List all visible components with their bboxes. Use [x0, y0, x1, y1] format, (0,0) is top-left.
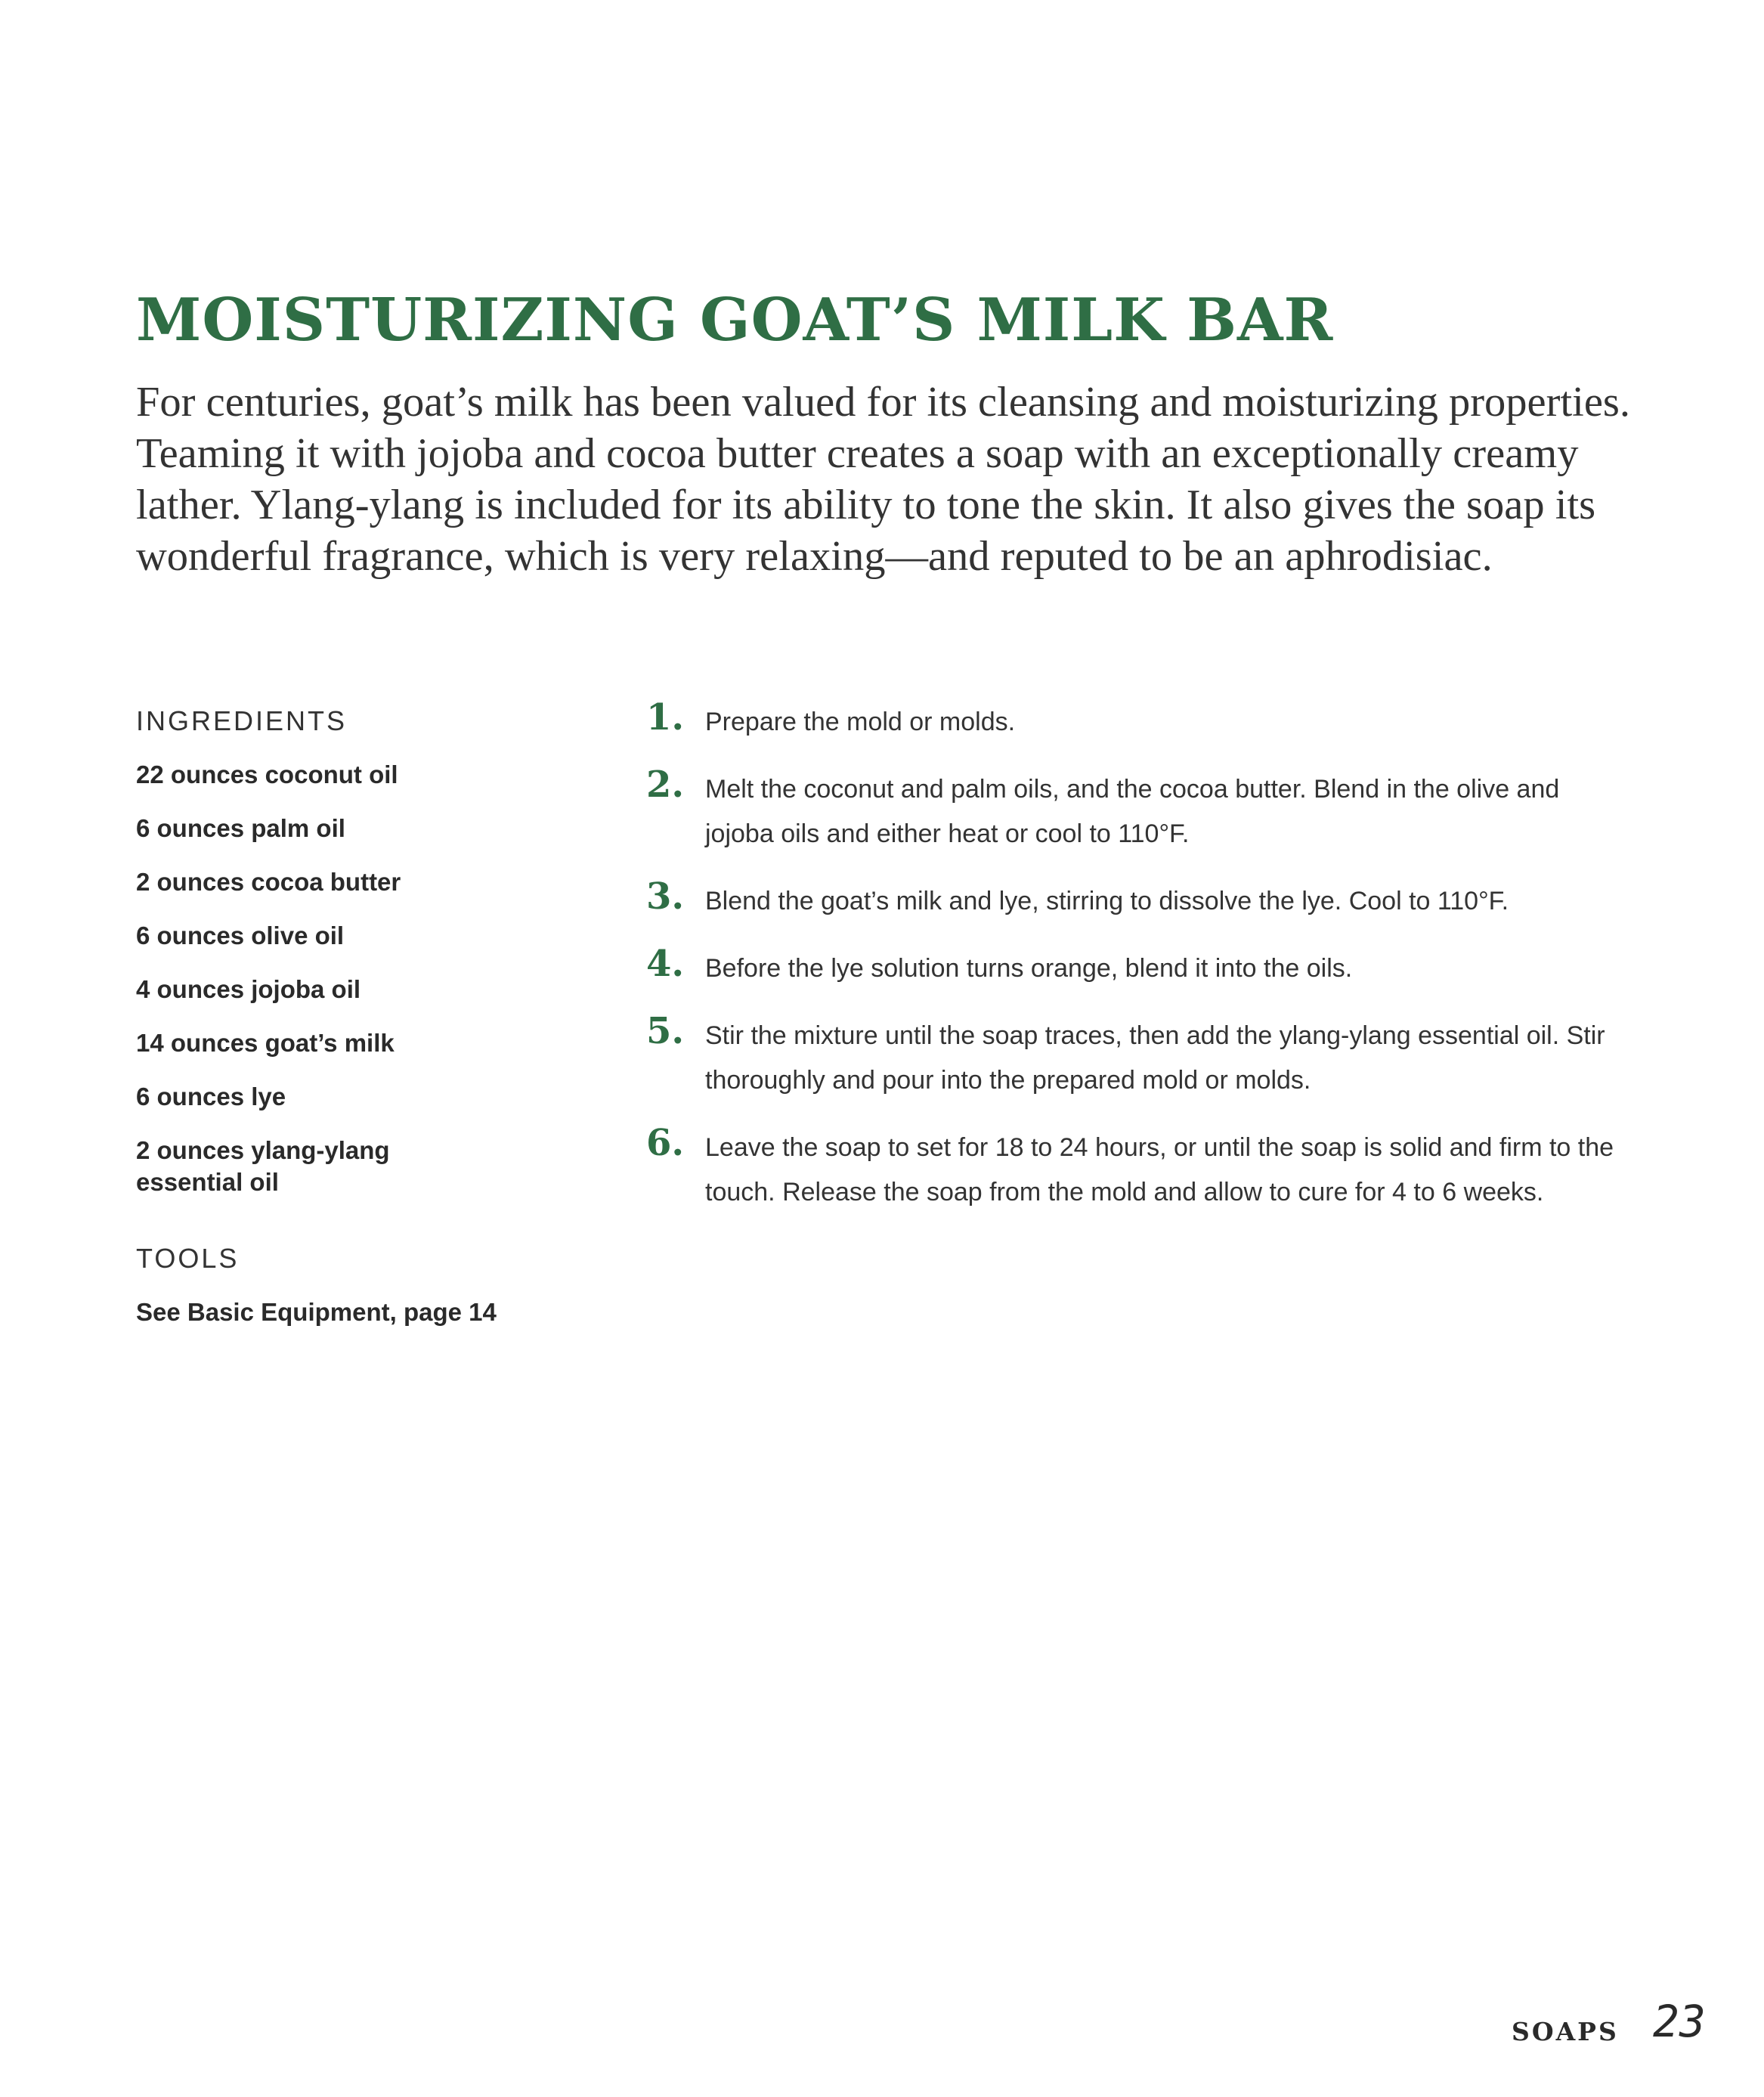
- ingredient-item: 6 ounces palm oil: [136, 814, 345, 842]
- step-number: 5.: [646, 1010, 685, 1052]
- ingredient-item: 6 ounces olive oil: [136, 922, 345, 949]
- instruction-step: [646, 1122, 1629, 1215]
- step-text: Before the lye solution turns orange, blend it into the oils.: [705, 954, 1353, 983]
- instruction-step: [646, 764, 1629, 856]
- ingredient-item: 4 ounces jojoba oil: [136, 975, 361, 1003]
- ingredient-item: 14 ounces goat’s milk: [136, 1029, 395, 1057]
- ingredient-item: 2 ounces cocoa butter: [136, 868, 401, 896]
- ingredients-column: [136, 700, 620, 1328]
- step-text: Leave the soap to set for 18 to 24 hours, or until the soap is solid and firm to the touch. Release the soap from the mold and allow to cure for 4 to 6 weeks.: [705, 1133, 1614, 1206]
- step-text: Melt the coconut and palm oils, and the cocoa butter. Blend in the olive and jojoba oils and either heat or cool to 110°F.: [705, 775, 1560, 848]
- recipe-intro: For centuries, goat’s milk has been valued for its cleansing and moisturizing properties. Teaming it with jojoba and cocoa butter creates a soap with an exceptionally creamy lather. Ylang-ylang is included for its ability to tone the skin. It also gives the soap its wonderful fragrance, which is very relaxing—and reputed to be an aphrodisiac.: [136, 379, 1631, 580]
- ingredients-heading: INGREDIENTS: [136, 705, 348, 736]
- ingredient-item: 2 ounces ylang-ylang essential oil: [136, 1136, 390, 1196]
- step-number: 4.: [646, 943, 685, 985]
- instructions-list: [646, 696, 1629, 1237]
- step-text: Stir the mixture until the soap traces, then add the ylang-ylang essential oil. Stir thoroughly and pour into the prepared mold or molds.: [705, 1021, 1605, 1095]
- page-number: 23: [1653, 1996, 1706, 2047]
- instruction-step: [646, 875, 1629, 924]
- tools-heading: TOOLS: [136, 1243, 240, 1274]
- step-number: 1.: [646, 696, 685, 739]
- instruction-step: [646, 943, 1629, 991]
- step-text: Prepare the mold or molds.: [705, 708, 1016, 736]
- step-number: 6.: [646, 1122, 685, 1164]
- step-number: 2.: [646, 764, 685, 806]
- step-number: 3.: [646, 875, 685, 918]
- footer-section-label: SOAPS: [1512, 2017, 1619, 2046]
- tools-text: See Basic Equipment, page 14: [136, 1298, 497, 1326]
- ingredient-item: 22 ounces coconut oil: [136, 760, 398, 788]
- step-text: Blend the goat’s milk and lye, stirring to dissolve the lye. Cool to 110°F.: [705, 887, 1509, 915]
- recipe-title: MOISTURIZING GOAT’S MILK BAR: [136, 286, 1334, 355]
- ingredients-list: [136, 759, 620, 1198]
- ingredient-item: 6 ounces lye: [136, 1083, 286, 1110]
- instruction-step: [646, 1010, 1629, 1103]
- instruction-step: [646, 696, 1629, 745]
